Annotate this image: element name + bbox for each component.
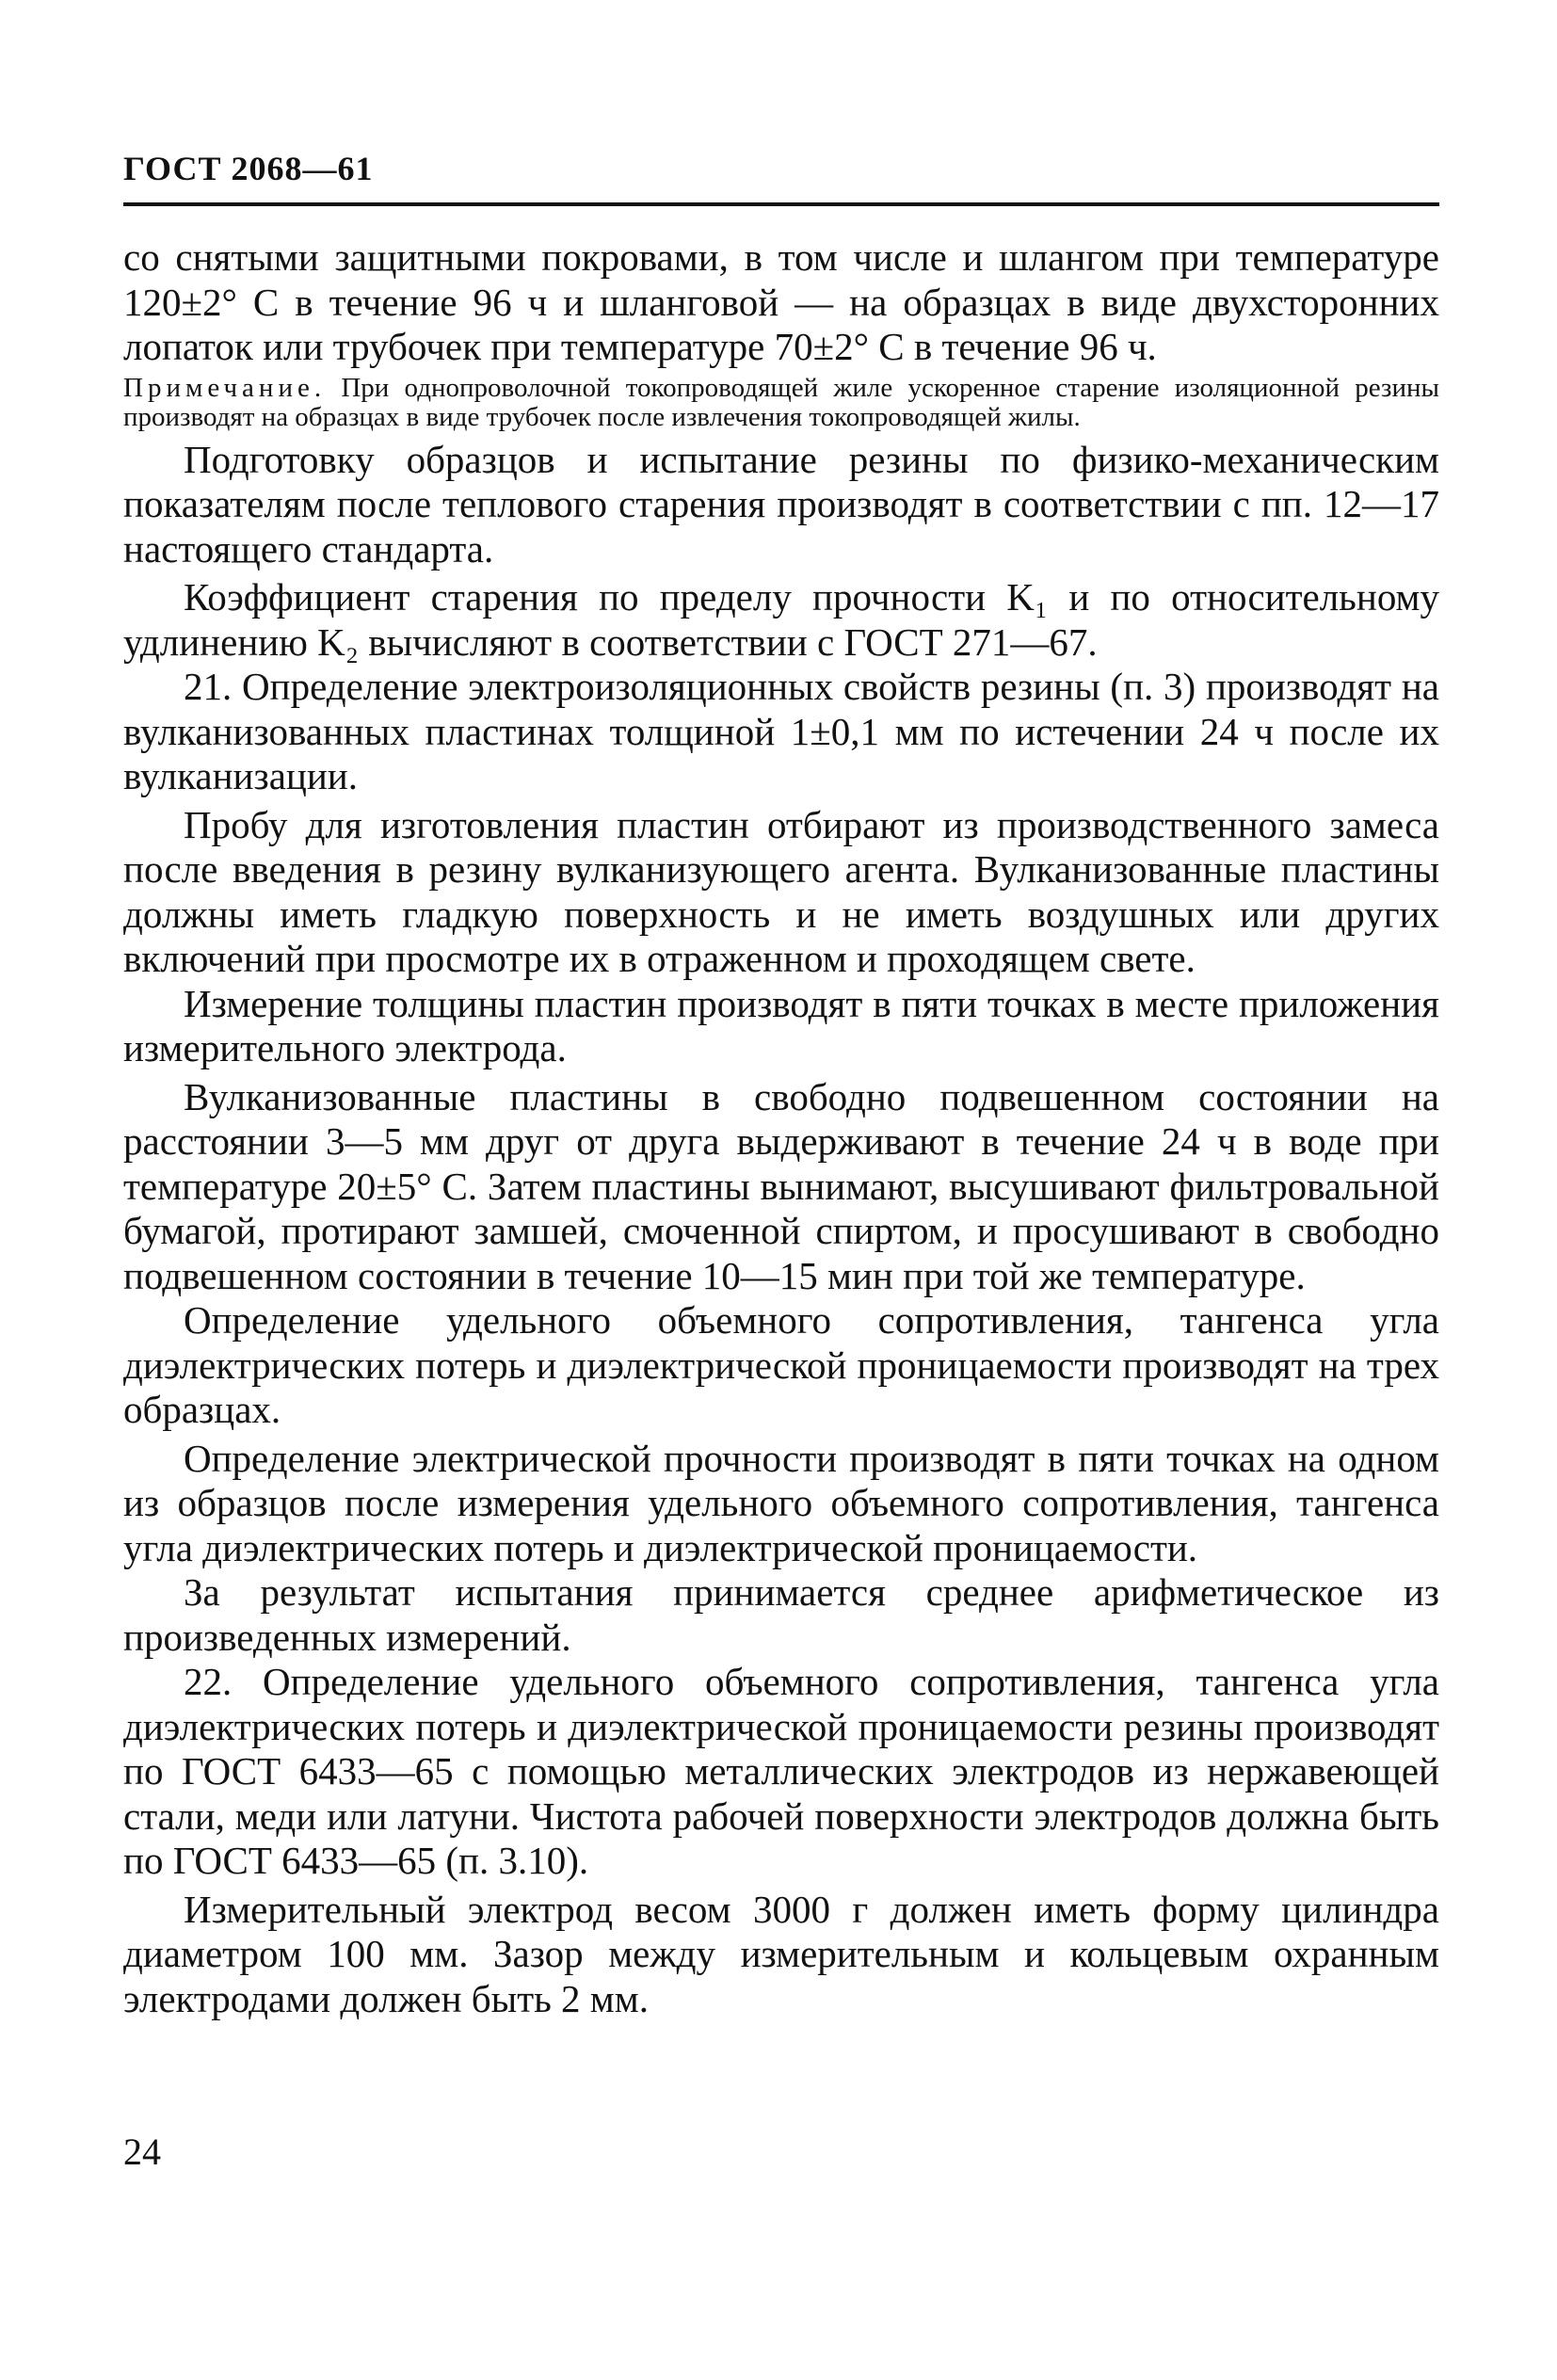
paragraph-result: За результат испытания принимается среднее арифметическое из произведенных измерений. — [123, 1570, 1439, 1659]
header-rule — [123, 202, 1439, 206]
paragraph-plate-sampling: Пробу для изготовления пластин отбирают из производственного замеса после введения в резину вулканизующего агента. Вулканизованные пластины должны иметь гладкую поверхность и не иметь воздушных или других включений при просмотре их в отраженном и проходящем свете. — [123, 802, 1439, 980]
paragraph-three-samples: Определение удельного объемного сопротивления, тангенса угла диэлектрических потерь и диэлектрической проницаемости производят на трех образцах. — [123, 1298, 1439, 1431]
paragraph-electrode: Измерительный электрод весом 3000 г должен иметь форму цилиндра диаметром 100 мм. Зазор между измерительным и кольцевым охранным электродами должен быть 2 мм. — [123, 1887, 1439, 2020]
paragraph-electric-strength: Определение электрической прочности производят в пяти точках на одном из образцов после измерения удельного объемного сопротивления, тангенса угла диэлектрических потерь и диэлектрической проницаемости. — [123, 1436, 1439, 1569]
paragraph-sample-preparation: Подготовку образцов и испытание резины по физико-механическим показателям после теплового старения производят в соответствии с пп. 12—17 настоящего стандарта. — [123, 437, 1439, 571]
paragraph-aging-coefficient: Коэффициент старения по пределу прочности K₁ и по относительному удлинению K₂ вычисляют в соответствии с ГОСТ 271—67. — [123, 575, 1439, 664]
note-label: Примечание. — [123, 372, 327, 403]
paragraph-thickness-measurement: Измерение толщины пластин производят в пяти точках в месте приложения измерительного электрода. — [123, 981, 1439, 1069]
page-body — [123, 235, 1439, 2021]
paragraph-clause-21: 21. Определение электроизоляционных свойств резины (п. 3) производят на вулканизованных пластинах толщиной 1±0,1 мм по истечении 24 ч после их вулканизации. — [123, 665, 1439, 797]
note-paragraph — [123, 374, 1439, 432]
paragraph-water-conditioning: Вулканизованные пластины в свободно подвешенном состоянии на расстоянии 3—5 мм друг от друга выдерживают в течение 24 ч в воде при температуре 20±5° С. Затем пластины вынимают, высушивают фильтровальной бумагой, протирают замшей, смоченной спиртом, и просушивают в свободно подвешенном состоянии в течение 10—15 мин при той же температуре. — [123, 1074, 1439, 1297]
paragraph-continuation: со снятыми защитными покровами, в том числе и шлангом при температуре 120±2° С в течение 96 ч и шланговой — на образцах в виде двухсторонних лопаток или трубочек при температуре 70±2° С в течение 96 ч. — [123, 235, 1439, 368]
document-header: ГОСТ 2068—61 — [123, 150, 374, 187]
page-number: 24 — [123, 2131, 161, 2173]
paragraph-clause-22: 22. Определение удельного объемного сопротивления, тангенса угла диэлектрических потерь и диэлектрической проницаемости резины производят по ГОСТ 6433—65 с помощью металлических электродов из нержавеющей стали, меди или латуни. Чистота рабочей поверхности электродов должна быть по ГОСТ 6433—65 (п. 3.10). — [123, 1660, 1439, 1882]
note-text: При однопроволочной токопроводящей жиле ускоренное старение изоляционной резины производят на образцах в виде трубочек после извлечения токопроводящей жилы. — [123, 372, 1439, 432]
